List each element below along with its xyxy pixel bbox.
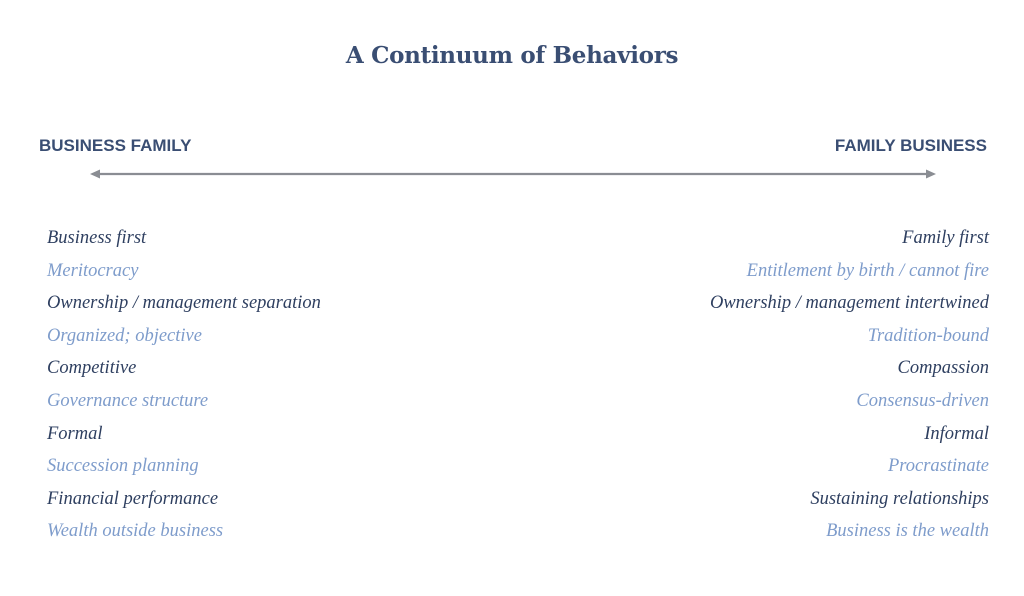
list-item: Procrastinate: [887, 456, 989, 477]
list-item: Business first: [47, 228, 147, 248]
list-item: Ownership / management separation: [47, 293, 321, 314]
list-item: Governance structure: [47, 390, 209, 411]
list-item: Informal: [924, 423, 989, 444]
list-item: Meritocracy: [47, 260, 139, 281]
list-item: Financial performance: [47, 488, 219, 509]
left-pole-label: BUSINESS FAMILY: [39, 136, 192, 155]
list-item: Compassion: [897, 358, 989, 379]
list-item: Formal: [47, 423, 103, 444]
list-item: Tradition-bound: [867, 325, 989, 346]
right-pole-label: FAMILY BUSINESS: [834, 136, 987, 155]
list-item: Family first: [902, 228, 989, 248]
page-title: A Continuum of Behaviors: [345, 42, 679, 69]
double-arrow-icon: [90, 166, 936, 182]
list-item: Ownership / management intertwined: [709, 293, 989, 314]
list-item: Consensus-driven: [856, 390, 989, 411]
list-item: Business is the wealth: [826, 521, 989, 542]
family-business-list: [710, 222, 989, 548]
list-item: Competitive: [47, 358, 137, 379]
business-family-list: [47, 222, 321, 548]
list-item: Sustaining relationships: [810, 488, 989, 509]
list-item: Entitlement by birth / cannot fire: [746, 260, 989, 281]
list-item: Organized; objective: [47, 325, 202, 346]
list-item: Wealth outside business: [47, 521, 224, 542]
list-item: Succession planning: [47, 456, 199, 477]
